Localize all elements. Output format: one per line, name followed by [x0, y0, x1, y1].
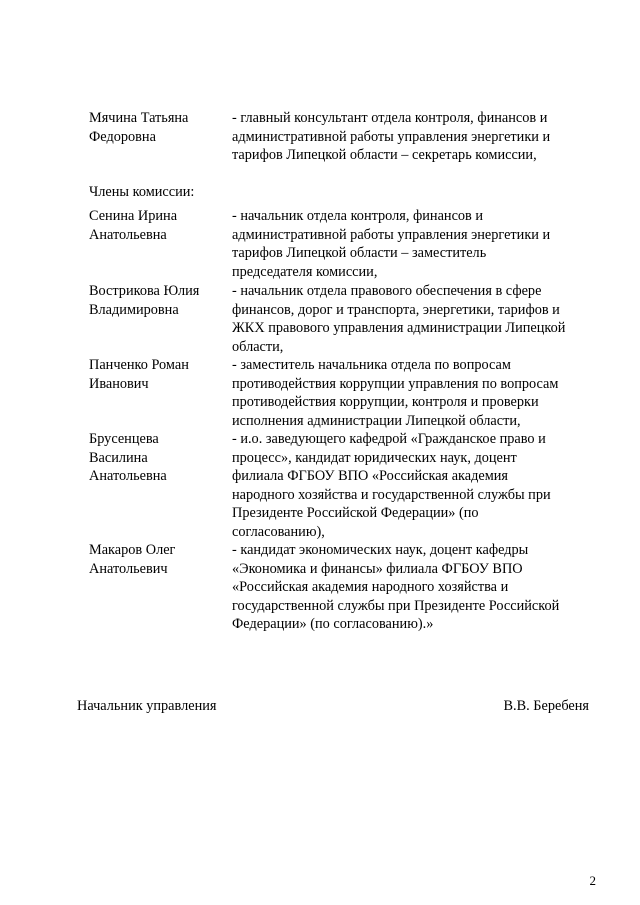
- desc-line: согласованию),: [232, 523, 325, 540]
- name-line: Сенина Ирина: [89, 208, 178, 224]
- desc-line: тарифов Липецкой области – секретарь комиссии,: [232, 147, 537, 164]
- desc-line: - и.о. заведующего кафедрой «Гражданское право и: [232, 431, 546, 447]
- signature-name: В.В. Беребеня: [503, 698, 589, 714]
- member-name: [89, 541, 227, 578]
- name-line: Иванович: [89, 375, 149, 392]
- desc-line: Федерации» (по согласованию).»: [232, 616, 434, 633]
- name-line: Василина: [89, 449, 148, 466]
- desc-line: Президенте Российской Федерации» (по: [232, 505, 479, 522]
- signature-title: Начальник управления: [77, 698, 217, 714]
- name-line: Вострикова Юлия: [89, 283, 200, 299]
- desc-line: области,: [232, 338, 284, 355]
- desc-line: председателя комиссии,: [232, 263, 378, 280]
- desc-line: - начальник отдела контроля, финансов и: [232, 208, 484, 224]
- desc-line: государственной службы при Президенте Российской: [232, 597, 560, 614]
- desc-line: - начальник отдела правового обеспечения в сфере: [232, 283, 542, 299]
- desc-line: процесс», кандидат юридических наук, доцент: [232, 449, 517, 466]
- desc-line: народного хозяйства и государственной службы при: [232, 486, 551, 503]
- desc-line: финансов, дорог и транспорта, энергетики, тарифов и: [232, 301, 560, 318]
- page-number: 2: [589, 873, 596, 888]
- desc-line: - кандидат экономических наук, доцент кафедры: [232, 542, 529, 558]
- member-description: [232, 430, 604, 542]
- member-description: [232, 541, 604, 634]
- name-line: Макаров Олег: [89, 542, 176, 558]
- desc-line: тарифов Липецкой области – заместитель: [232, 245, 487, 262]
- name-line: Федоровна: [89, 128, 156, 145]
- member-name: [89, 430, 227, 486]
- name-line: Мячина Татьяна: [89, 110, 189, 126]
- members-heading: Члены комиссии:: [89, 184, 195, 200]
- desc-line: - главный консультант отдела контроля, финансов и: [232, 110, 548, 126]
- desc-line: - заместитель начальника отдела по вопросам: [232, 357, 511, 373]
- member-description: [232, 207, 604, 281]
- member-name: [89, 356, 227, 393]
- member-name: [89, 282, 227, 319]
- name-line: Брусенцева: [89, 431, 159, 447]
- name-line: Анатольевич: [89, 560, 168, 577]
- member-description: [232, 356, 604, 430]
- desc-line: противодействия коррупции, контроля и проверки: [232, 394, 539, 411]
- desc-line: исполнения администрации Липецкой области,: [232, 412, 521, 429]
- desc-line: «Экономика и финансы» филиала ФГБОУ ВПО: [232, 560, 523, 577]
- desc-line: противодействия коррупции управления по вопросам: [232, 375, 559, 392]
- desc-line: ЖКХ правового управления администрации Липецкой: [232, 320, 566, 337]
- secretary-description: [232, 109, 604, 165]
- desc-line: филиала ФГБОУ ВПО «Российская академия: [232, 468, 509, 485]
- member-description: [232, 282, 604, 356]
- desc-line: «Российская академия народного хозяйства и: [232, 579, 509, 596]
- member-name: [89, 207, 227, 244]
- secretary-name: [89, 109, 227, 146]
- desc-line: административной работы управления энергетики и: [232, 128, 551, 145]
- name-line: Анатольевна: [89, 468, 167, 485]
- desc-line: административной работы управления энергетики и: [232, 226, 551, 243]
- name-line: Анатольевна: [89, 226, 167, 243]
- name-line: Панченко Роман: [89, 357, 189, 373]
- name-line: Владимировна: [89, 301, 179, 318]
